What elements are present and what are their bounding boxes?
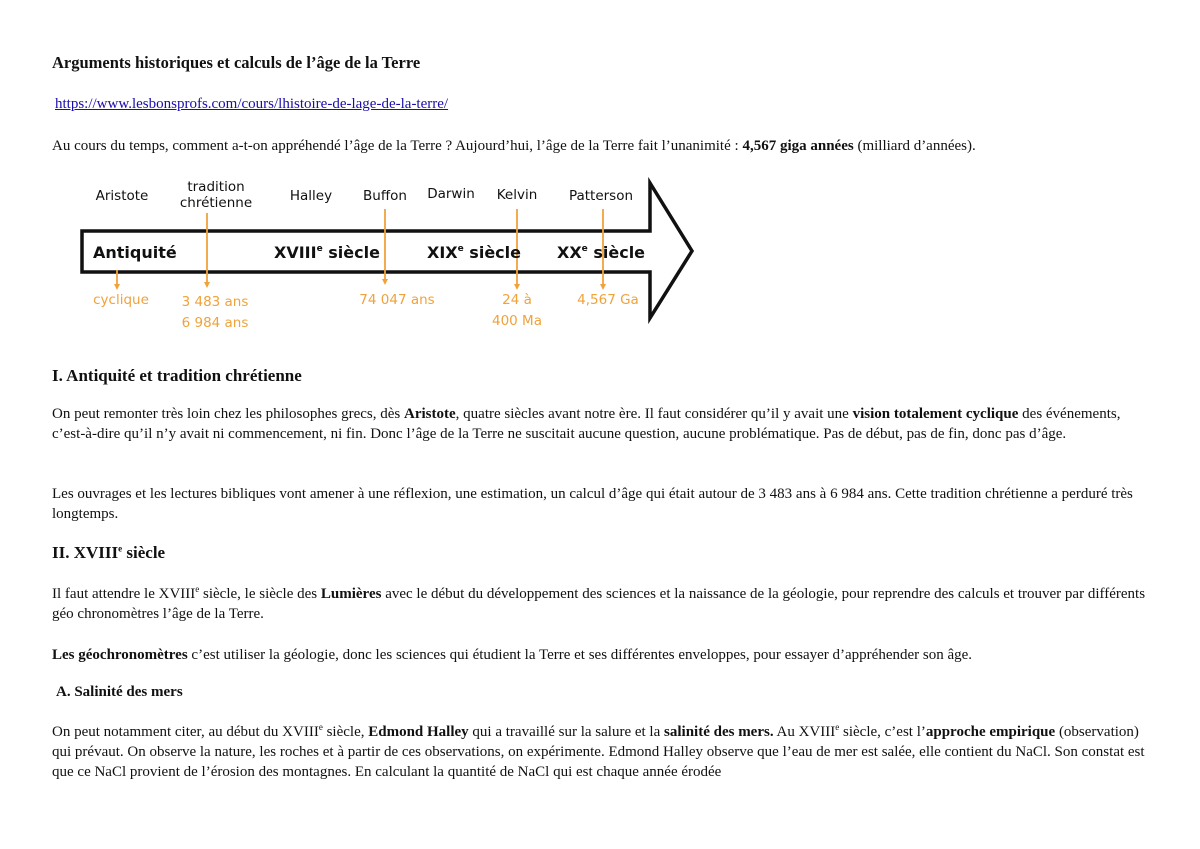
text: siècle, c’est l’ xyxy=(839,724,926,740)
value-patterson: 4,567 Ga xyxy=(577,292,639,308)
section-2-paragraph-3 xyxy=(52,722,1152,782)
bold-text: salinité des mers. xyxy=(664,724,774,740)
subsection-a-heading: A. Salinité des mers xyxy=(56,684,183,700)
intro-bold: 4,567 giga années xyxy=(742,138,854,154)
text: avec le début du développement des sciences et la naissance de la géologie, pour reprendre des calculs et trouver par différents géo chronomètres l’âge de la Terre. xyxy=(52,586,1146,622)
arrowhead-kelvin xyxy=(514,284,520,290)
text: des événements, c’est-à-dire qu’il n’y avait ni commencement, ni fin. Donc l’âge de la Terre ne suscitait aucune question, aucune problématique. Pas de début, pas de fin, donc pas d’âge. xyxy=(52,406,1121,442)
era-xviii: XVIIIe siècle xyxy=(274,243,380,262)
arrowhead-aristote xyxy=(114,284,120,290)
value-tradition-line1: 3 483 ans xyxy=(181,294,249,310)
section-2-paragraph-2 xyxy=(52,645,1152,665)
era-antiquite: Antiquité xyxy=(93,243,177,262)
value-cyclique: cyclique xyxy=(93,292,149,308)
document-title: Arguments historiques et calculs de l’âge de la Terre xyxy=(52,53,421,72)
bold-text: Aristote xyxy=(404,406,456,422)
value-kelvin-line1: 24 à xyxy=(502,292,532,308)
arrowhead-buffon xyxy=(382,279,388,285)
section-1-paragraph-2: Les ouvrages et les lectures bibliques vont amener à une réflexion, une estimation, un calcul d’âge qui était autour de 3 483 ans à 6 984 ans. Cette tradition chrétienne a perduré très longtemps. xyxy=(52,486,1133,522)
text: siècle, le siècle des xyxy=(199,586,321,602)
text: On peut remonter très loin chez les philosophes grecs, dès xyxy=(52,406,404,422)
value-buffon: 74 047 ans xyxy=(359,292,435,308)
text: (observation) qui prévaut. On observe la nature, les roches et à partir de ces observations, on expérimente. Edmond Halley observe que l’eau de mer est salée, elle contient du NaCl. Son constat est que ce NaCl provient de l’érosion des montagnes. En calculant la quantité de NaCl qui est chaque année érodée xyxy=(52,724,1145,780)
section-2-heading: II. XVIIIe siècle xyxy=(52,543,166,562)
bold-text: approche empirique xyxy=(925,724,1056,740)
superscript: e xyxy=(195,584,200,594)
superscript: e xyxy=(318,722,323,732)
arrowhead-patterson xyxy=(600,284,606,290)
bold-text: vision totalement cyclique xyxy=(852,406,1019,422)
section-1-heading: I. Antiquité et tradition chrétienne xyxy=(52,366,302,385)
source-link[interactable]: https://www.lesbonsprofs.com/cours/lhistoire-de-lage-de-la-terre/ xyxy=(55,96,449,112)
section-2-paragraph-1 xyxy=(52,584,1152,624)
bold-text: Les géochronomètres xyxy=(52,647,188,663)
era-xx: XXe siècle xyxy=(557,243,646,262)
bold-text: Edmond Halley xyxy=(368,724,469,740)
text: siècle, xyxy=(322,724,369,740)
intro-text: Au cours du temps, comment a-t-on appréhendé l’âge de la Terre ? Aujourd’hui, l’âge de la Terre fait l’unanimité : xyxy=(52,138,743,154)
section-1-paragraph-1 xyxy=(52,404,1152,444)
value-kelvin-line2: 400 Ma xyxy=(492,313,542,329)
person-patterson: Patterson xyxy=(568,188,634,204)
text: On peut notamment citer, au début du XVIII xyxy=(52,724,319,740)
bold-text: Lumières xyxy=(320,586,382,602)
intro-text-end: (milliard d’années). xyxy=(853,138,976,154)
timeline-arrowheads xyxy=(114,279,606,290)
text: c’est utiliser la géologie, donc les sciences qui étudient la Terre et ses différentes enveloppes, pour essayer d’appréhender son âge. xyxy=(187,647,973,663)
person-kelvin: Kelvin xyxy=(496,187,538,203)
person-buffon: Buffon xyxy=(363,188,407,204)
arrowhead-tradition xyxy=(204,282,210,288)
person-halley: Halley xyxy=(289,188,333,204)
text: , quatre siècles avant notre ère. Il faut considérer qu’il y avait une xyxy=(455,406,853,422)
value-tradition-line2: 6 984 ans xyxy=(181,315,249,331)
text: Il faut attendre le XVIII xyxy=(52,586,196,602)
person-tradition-line1: tradition xyxy=(187,179,245,195)
person-tradition-line2: chrétienne xyxy=(179,195,253,211)
era-xix: XIXe siècle xyxy=(427,243,521,262)
person-darwin: Darwin xyxy=(427,186,475,202)
superscript: e xyxy=(835,722,840,732)
text: Au XVIII xyxy=(773,724,836,740)
text: qui a travaillé sur la salure et la xyxy=(468,724,665,740)
person-aristote: Aristote xyxy=(95,188,149,204)
